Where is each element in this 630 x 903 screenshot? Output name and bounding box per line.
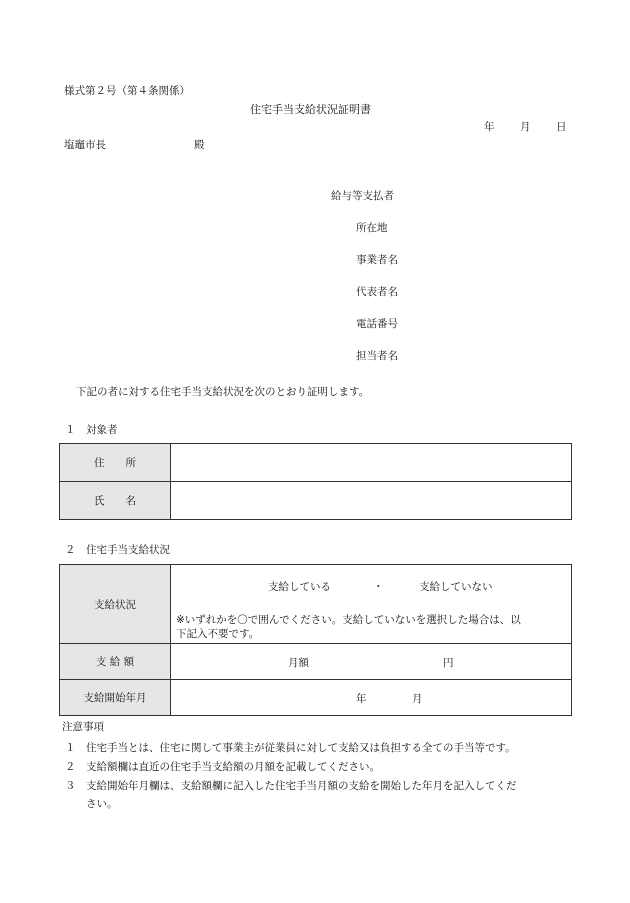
note-item-2: 支給額欄は直近の住宅手当支給額の月額を記載してください。 — [86, 761, 380, 773]
form-number: 様式第２号（第４条関係） — [64, 85, 190, 97]
payer-heading: 給与等支払者 — [331, 190, 394, 202]
note-item-3-line2: さい。 — [86, 798, 118, 810]
notes-title: 注意事項 — [62, 721, 104, 733]
note-number: ３ — [65, 780, 76, 792]
page-title: 住宅手当支給状況証明書 — [250, 103, 371, 116]
table-row — [60, 482, 572, 520]
table-row — [60, 644, 572, 680]
note-item-1: 住宅手当とは、住宅に関して事業主が従業員に対して支給又は負担する全ての手当等です。 — [86, 742, 516, 754]
option-separator: ・ — [373, 581, 384, 593]
address-label: 住 所 — [60, 444, 171, 482]
option-unpaid[interactable]: 支給していない — [419, 581, 493, 593]
addressee-name: 塩竈市長 — [64, 139, 106, 151]
start-month-label: 月 — [412, 693, 423, 705]
table-row — [60, 444, 572, 482]
amount-prefix: 月額 — [288, 657, 309, 669]
option-paid[interactable]: 支給している — [268, 581, 331, 593]
start-date-label: 支給開始年月 — [60, 680, 171, 716]
target-person-table — [59, 443, 572, 520]
name-field[interactable] — [171, 482, 572, 520]
payer-field-business-name: 事業者名 — [356, 254, 398, 266]
certification-statement: 下記の者に対する住宅手当支給状況を次のとおり証明します。 — [76, 386, 370, 398]
note-number: １ — [65, 742, 76, 754]
payer-field-phone: 電話番号 — [356, 318, 398, 330]
date-day-label: 日 — [556, 121, 567, 133]
amount-cell[interactable] — [171, 644, 572, 680]
amount-label: 支 給 額 — [60, 644, 171, 680]
status-cell — [171, 565, 572, 644]
status-note-line2: 下記入不要です。 — [176, 628, 260, 640]
amount-unit: 円 — [443, 657, 454, 669]
name-label: 氏 名 — [60, 482, 171, 520]
section1-title: １ 対象者 — [65, 424, 118, 436]
table-row — [60, 680, 572, 716]
note-number: ２ — [65, 761, 76, 773]
date-month-label: 月 — [520, 121, 531, 133]
payer-field-representative: 代表者名 — [356, 286, 398, 298]
start-date-cell[interactable] — [171, 680, 572, 716]
table-row — [60, 565, 572, 644]
payer-field-contact: 担当者名 — [356, 350, 398, 362]
allowance-status-table — [59, 564, 572, 716]
status-label: 支給状況 — [60, 565, 171, 644]
address-field[interactable] — [171, 444, 572, 482]
date-year-label: 年 — [484, 121, 495, 133]
addressee-honorific: 殿 — [194, 139, 205, 151]
status-note-line1: ※いずれかを〇で囲んでください。支給していないを選択した場合は、以 — [176, 614, 521, 626]
section2-title: ２ 住宅手当支給状況 — [65, 544, 170, 556]
start-year-label: 年 — [356, 693, 367, 705]
note-item-3-line1: 支給開始年月欄は、支給額欄に記入した住宅手当月額の支給を開始した年月を記入してくだ — [86, 780, 517, 792]
payer-field-address: 所在地 — [356, 222, 388, 234]
